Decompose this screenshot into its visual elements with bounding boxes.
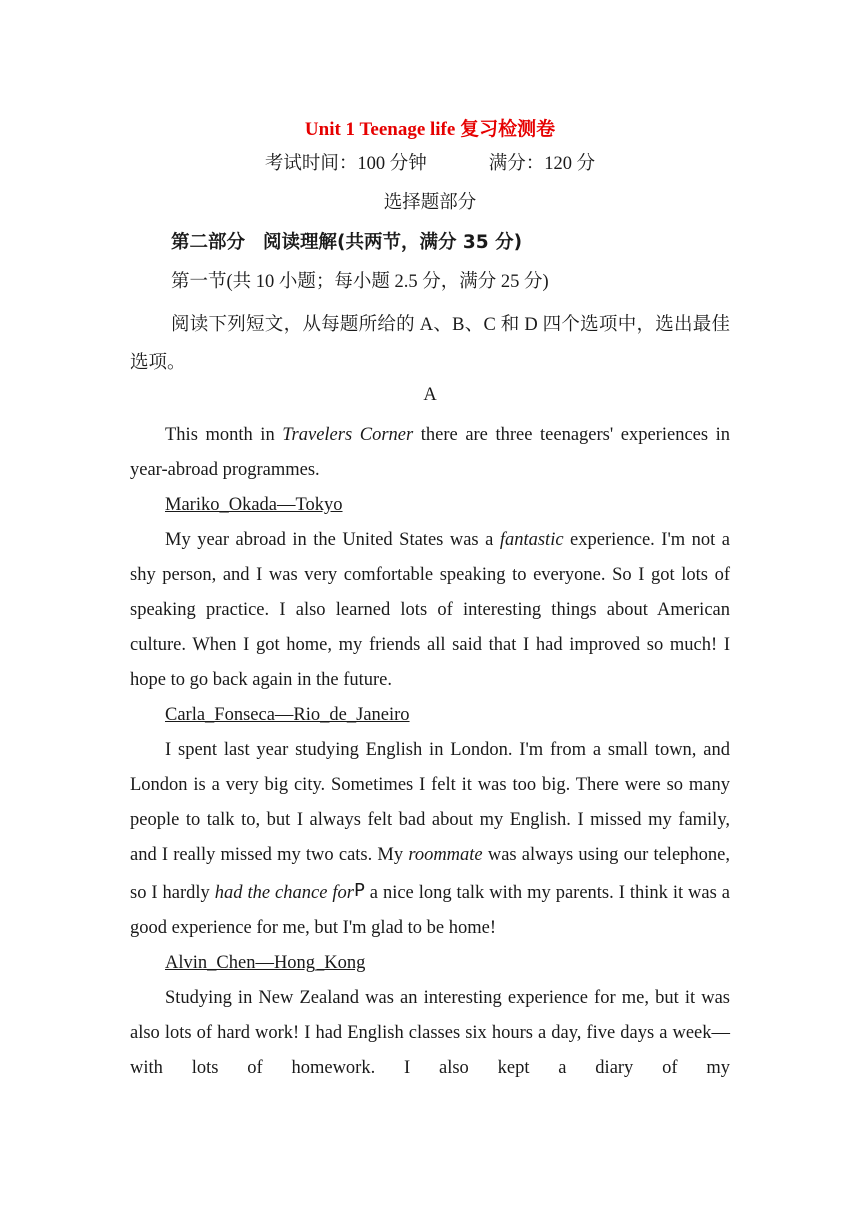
full-score: 满分：120 分: [488, 154, 596, 174]
p2-text-a: I spent last year studying English in London. I'm from a small town, and London is a very big city. Sometimes I felt it was too big. There were so many people to talk to, but I always felt bad about my English. I missed my family, and I really missed my two cats. My: [130, 740, 730, 865]
speaker-heading-1: [130, 488, 730, 523]
speaker-name-3: Alvin_Chen—Hong_Kong: [165, 953, 366, 973]
part-heading-number: 第二部分: [171, 232, 246, 253]
instruction-text: 阅读下列短文，从每题所给的 A、B、C 和 D 四个选项中，选出最佳选项。: [130, 315, 730, 373]
p2-emphasis-roommate: roommate: [408, 845, 483, 865]
speaker-paragraph-1: [130, 523, 730, 698]
p2-emphasis-phrase: had the chance for: [214, 883, 354, 903]
speaker-paragraph-3: Studying in New Zealand was an interesting experience for me, but it was also lots of hard work! I had English classes six hours a day, five days a week—with lots of homework. I also kept a diary of my: [130, 988, 730, 1078]
subsection-heading: 第一节(共 10 小题；每小题 2.5 分，满分 25 分): [171, 272, 549, 292]
speaker-name-2: Carla_Fonseca—Rio_de_Janeiro: [165, 705, 410, 725]
p1-emphasis: fantastic: [499, 530, 564, 550]
part-heading: [171, 228, 522, 254]
speaker-name-1: Mariko_Okada—Tokyo: [165, 495, 343, 515]
speaker-heading-3: [130, 946, 730, 981]
passage-intro: [130, 418, 730, 488]
p2-text-b: was always using our telephone, so I hardly: [130, 845, 730, 903]
p2-text-c: a nice long talk with my parents. I think it was a good experience for me, but I'm glad to be home!: [130, 883, 730, 938]
speaker-heading-2: [130, 698, 730, 733]
exam-meta: [0, 149, 860, 175]
p1-text-end: experience. I'm not a shy person, and I was very comfortable speaking to everyone. So I got lots of speaking practice. I also learned lots of interesting things about American culture. When I got home, my friends all said that I had improved so much! I hope to go back again in the future.: [130, 530, 731, 690]
part-heading-title: 阅读理解(共两节，满分 35 分): [263, 232, 523, 253]
intro-text: This month in: [165, 425, 283, 445]
passage-label: A: [423, 385, 437, 405]
document-title: Unit 1 Teenage life 复习检测卷: [304, 119, 556, 140]
exam-time: 考试时间：100 分钟: [264, 154, 427, 174]
intro-text-end: there are three teenagers' experiences in year-abroad programmes.: [130, 425, 731, 480]
section-type: 选择题部分: [383, 193, 477, 213]
passage-body: [130, 418, 730, 1086]
p1-text: My year abroad in the United States was a: [165, 530, 500, 550]
p2-marker: P: [353, 880, 365, 901]
speaker-paragraph-2: [130, 733, 730, 946]
magazine-name: Travelers Corner: [282, 425, 414, 445]
